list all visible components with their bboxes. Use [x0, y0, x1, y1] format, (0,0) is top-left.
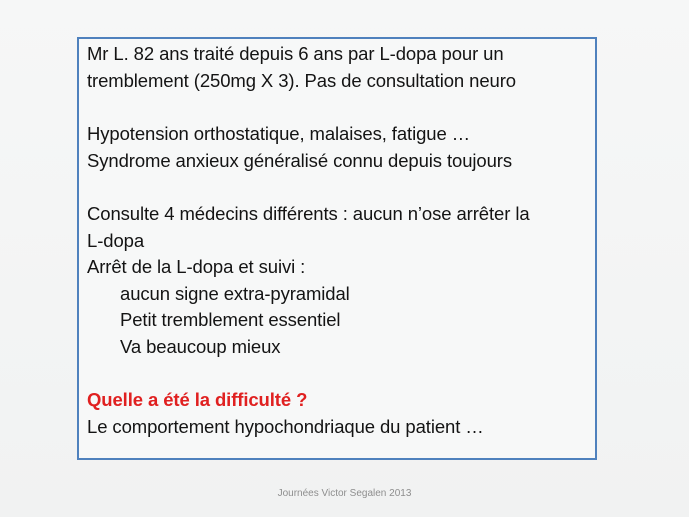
answer-text: Le comportement hypochondriaque du patient … — [87, 415, 484, 437]
followup-item: Va beaucoup mieux — [120, 335, 281, 357]
paragraph-spacer — [87, 174, 589, 201]
slide-footer: Journées Victor Segalen 2013 — [277, 488, 412, 499]
consult-line: Consulte 4 médecins différents : aucun n’ose arrêter la — [87, 203, 530, 224]
case-line: tremblement (250mg X 3). Pas de consultation neuro — [87, 69, 516, 91]
question-text: Quelle a été la difficulté ? — [87, 389, 308, 410]
consult-line: Arrêt de la L-dopa et suivi : — [87, 256, 306, 277]
slide-text — [87, 41, 589, 440]
symptom-line: Syndrome anxieux généralisé connu depuis toujours — [87, 149, 512, 171]
case-line: Mr L. 82 ans traité depuis 6 ans par L-dopa pour un — [87, 43, 504, 64]
paragraph-spacer — [87, 94, 589, 121]
symptom-line: Hypotension orthostatique, malaises, fatigue … — [87, 123, 471, 144]
consult-line: L-dopa — [87, 229, 145, 251]
content-box — [77, 37, 597, 460]
followup-item: aucun signe extra-pyramidal — [120, 282, 350, 304]
paragraph-spacer — [87, 360, 589, 387]
followup-item: Petit tremblement essentiel — [120, 309, 341, 330]
